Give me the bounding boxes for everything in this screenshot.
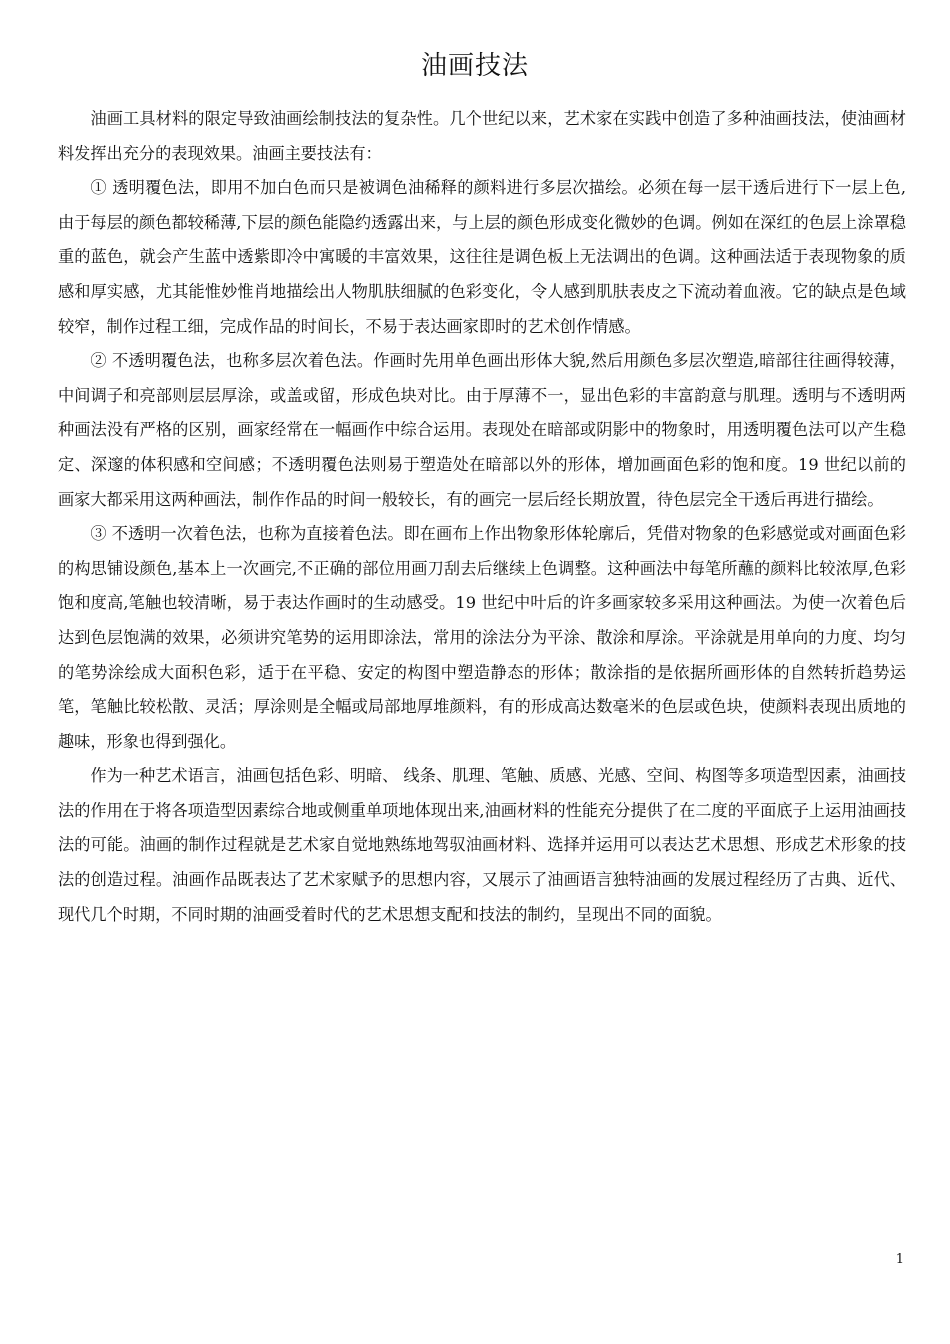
paragraph-intro: 油画工具材料的限定导致油画绘制技法的复杂性。几个世纪以来，艺术家在实践中创造了多种油画技法，使油画材料发挥出充分的表现效果。油画主要技法有： bbox=[58, 109, 906, 163]
paragraph-transparent-glazing: ① 透明覆色法，即用不加白色而只是被调色油稀释的颜料进行多层次描绘。必须在每一层干透后进行下一层上色,由于每层的颜色都较稀薄,下层的颜色能隐约透露出来，与上层的颜色形成变化微妙的色调。例如在深红的色层上涂罩稳重的蓝色，就会产生蓝中透紫即冷中寓暖的丰富效果，这往往是调色板上无法调出的色调。这种画法适于表现物象的质感和厚实感，尤其能惟妙惟肖地描绘出人物肌肤细腻的色彩变化，令人感到肌肤表皮之下流动着血液。它的缺点是色域较窄，制作过程工细，完成作品的时间长，不易于表达画家即时的艺术创作情感。 bbox=[58, 178, 906, 336]
document-body bbox=[58, 102, 906, 932]
page-number: 1 bbox=[895, 1252, 904, 1267]
paragraph-direct-painting: ③ 不透明一次着色法，也称为直接着色法。即在画布上作出物象形体轮廓后，凭借对物象的色彩感觉或对画面色彩的构思铺设颜色,基本上一次画完,不正确的部位用画刀刮去后继续上色调整。这种画法中每笔所蘸的颜料比较浓厚,色彩饱和度高,笔触也较清晰，易于表达作画时的生动感受。19 世纪中叶后的许多画家较多采用这种画法。为使一次着色后达到色层饱满的效果，必须讲究笔势的运用即涂法，常用的涂法分为平涂、散涂和厚涂。平涂就是用单向的力度、均匀的笔势涂绘成大面积色彩，适于在平稳、安定的构图中塑造静态的形体；散涂指的是依据所画形体的自然转折趋势运笔，笔触比较松散、灵活；厚涂则是全幅或局部地厚堆颜料，有的形成高达数毫米的色层或色块，使颜料表现出质地的趣味，形象也得到强化。 bbox=[58, 524, 906, 751]
paragraph-conclusion: 作为一种艺术语言，油画包括色彩、明暗、 线条、肌理、笔触、质感、光感、空间、构图等多项造型因素，油画技法的作用在于将各项造型因素综合地或侧重单项地体现出来,油画材料的性能充分提供了在二度的平面底子上运用油画技法的可能。油画的制作过程就是艺术家自觉地熟练地驾驭油画材料、选择并运用可以表达艺术思想、形成艺术形象的技法的创造过程。油画作品既表达了艺术家赋予的思想内容，又展示了油画语言独特油画的发展过程经历了古典、近代、现代几个时期，不同时期的油画受着时代的艺术思想支配和技法的制约，呈现出不同的面貌。 bbox=[58, 766, 906, 924]
paragraph-opaque-layering: ② 不透明覆色法，也称多层次着色法。作画时先用单色画出形体大貌,然后用颜色多层次塑造,暗部往往画得较薄，中间调子和亮部则层层厚涂，或盖或留，形成色块对比。由于厚薄不一，显出色彩的丰富韵意与肌理。透明与不透明两种画法没有严格的区别，画家经常在一幅画作中综合运用。表现处在暗部或阴影中的物象时，用透明覆色法可以产生稳定、深邃的体积感和空间感；不透明覆色法则易于塑造处在暗部以外的形体，增加画面色彩的饱和度。19 世纪以前的画家大都采用这两种画法，制作作品的时间一般较长，有的画完一层后经长期放置，待色层完全干透后再进行描绘。 bbox=[58, 351, 906, 509]
page-title: 油画技法 bbox=[420, 51, 529, 81]
